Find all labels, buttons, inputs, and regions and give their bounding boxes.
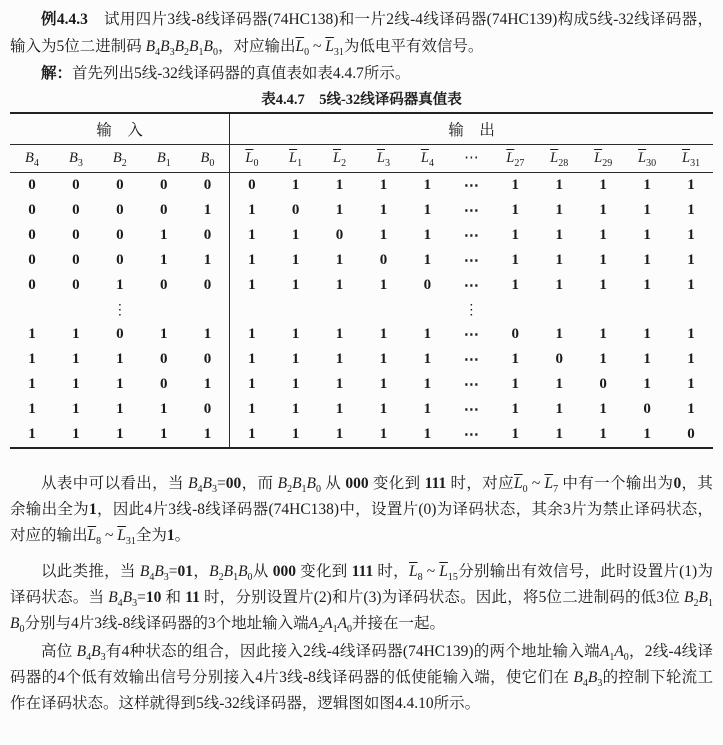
- output-bit-cell: 1: [511, 177, 520, 193]
- output-bit-cell: 1: [599, 401, 607, 417]
- output-bit-cell: 1: [555, 202, 563, 218]
- input-bit-cell: 0: [160, 277, 168, 293]
- output-column-header: ⋯: [449, 145, 493, 173]
- output-bit-cell: 1: [248, 252, 256, 268]
- output-bit-cell: [581, 298, 625, 322]
- output-bit-cell: 1: [511, 252, 520, 268]
- output-bit-cell: ⋯: [463, 377, 479, 393]
- output-bit-cell: 1: [511, 351, 520, 367]
- output-column-header: $\overline{L}_4$: [405, 145, 449, 173]
- input-bit-cell: 0: [186, 397, 230, 422]
- output-column-header: $\overline{L}_{31}$: [669, 145, 713, 173]
- output-bit-cell: 1: [291, 227, 300, 243]
- analysis-paragraph-1: 从表中可以看出，当 $B_4B_3=00$，而 $B_2B_1B_0$ 从 000 变化到 111 时，对应$\overline{L}_0$ ~ $\overline{L}_7$ 中有一个输出为0，其余输出全为1，因此4片3线-8线译码器(74HC138)中，设置片(0)为译码状态，其余3片为禁止译码状态，对应的输出$\overline{L}_8$ ~ $\overline{L}_{31}$全为1。: [10, 475, 713, 548]
- output-bit-cell: 1: [511, 202, 520, 218]
- output-bit-cell: 1: [379, 401, 388, 417]
- output-bit-cell: 1: [248, 277, 256, 293]
- output-bit-cell: 1: [423, 202, 432, 218]
- output-bit-cell: 1: [643, 326, 651, 342]
- output-bit-cell: 1: [511, 227, 520, 243]
- output-column-header: $\overline{L}_{27}$: [493, 145, 537, 173]
- output-bit-cell: 1: [291, 252, 300, 268]
- output-bit-cell: 1: [423, 351, 432, 367]
- table-row: [10, 248, 713, 273]
- input-bit-cell: 1: [116, 426, 124, 442]
- output-bit-cell: 1: [335, 426, 344, 442]
- output-bit-cell: 0: [555, 351, 563, 367]
- output-column-header: $\overline{L}_0$: [230, 145, 274, 173]
- input-bit-cell: 0: [72, 277, 80, 293]
- output-bit-cell: 1: [511, 277, 520, 293]
- output-column-header: $\overline{L}_{30}$: [625, 145, 669, 173]
- input-bit-cell: 0: [186, 223, 230, 248]
- input-bit-cell: 0: [116, 177, 124, 193]
- output-bit-cell: 1: [555, 252, 563, 268]
- output-bit-cell: 1: [335, 202, 344, 218]
- output-bit-cell: ⋯: [463, 253, 479, 269]
- input-group-header: 输 入: [10, 113, 230, 145]
- output-bit-cell: 1: [599, 252, 607, 268]
- table-row: [10, 173, 713, 199]
- output-bit-cell: [405, 298, 449, 322]
- example-statement: 例4.4.3 试用四片3线-8线译码器(74HC138)和一片2线-4线译码器(74HC139)构成5线-32线译码器，输入为5位二进制码 $B_4B_3B_2B_1B_0$，对应输出$\overline{L}_0$ ~ $\overline{L}_{31}$为低电平有效信号。: [10, 11, 713, 59]
- output-column-header: $\overline{L}_{29}$: [581, 145, 625, 173]
- output-bit-cell: ⋯: [463, 327, 479, 343]
- output-bit-cell: 1: [248, 227, 256, 243]
- table-row: [10, 372, 713, 397]
- output-bit-cell: [493, 298, 537, 322]
- input-bit-cell: 1: [186, 372, 230, 397]
- input-bit-cell: 0: [28, 177, 36, 193]
- output-bit-cell: 1: [423, 326, 432, 342]
- output-bit-cell: 1: [599, 227, 607, 243]
- input-bit-cell: 1: [28, 401, 36, 417]
- output-bit-cell: 1: [248, 426, 256, 442]
- output-bit-cell: ⋯: [463, 402, 479, 418]
- output-bit-cell: 1: [423, 426, 432, 442]
- output-bit-cell: 1: [599, 177, 607, 193]
- output-bit-cell: 1: [687, 351, 695, 367]
- output-bit-cell: 0: [511, 326, 520, 342]
- output-bit-cell: 1: [291, 376, 300, 392]
- output-column-header: $\overline{L}_1$: [274, 145, 318, 173]
- output-column-header: $\overline{L}_3$: [362, 145, 406, 173]
- output-bit-cell: 1: [643, 177, 651, 193]
- analysis-paragraph-2: 以此类推，当 $B_4B_3=01$，$B_2B_1B_0$从 000 变化到 111 时，$\overline{L}_8$ ~ $\overline{L}_{15}$分别输出有效信号，此时设置片(1)为译码状态。当 $B_4B_3=10$ 和 11 时，分别设置片(2)和片(3)为译码状态。因此，将5位二进制码的低3位 $B_2B_1B_0$分别与4片3线-8线译码器的3个地址输入端$A_2A_1A_0$并接在一起。: [10, 563, 713, 636]
- output-bit-cell: ⋮: [464, 302, 479, 318]
- output-bit-cell: 1: [291, 177, 300, 193]
- output-bit-cell: 1: [687, 376, 695, 392]
- output-bit-cell: 1: [687, 252, 695, 268]
- input-bit-cell: 0: [186, 347, 230, 372]
- table-caption: 表4.4.7 5线-32线译码器真值表: [261, 92, 462, 108]
- output-bit-cell: 1: [335, 351, 344, 367]
- output-bit-cell: 0: [379, 252, 388, 268]
- input-bit-cell: 1: [186, 422, 230, 448]
- input-bit-cell: 1: [72, 401, 80, 417]
- output-bit-cell: [362, 298, 406, 322]
- output-bit-cell: 1: [335, 277, 344, 293]
- output-bit-cell: 1: [599, 277, 607, 293]
- input-bit-cell: 1: [28, 326, 36, 342]
- table-row: [10, 397, 713, 422]
- output-bit-cell: 1: [511, 401, 520, 417]
- table-row: [10, 198, 713, 223]
- input-column-header: $B_2$: [98, 145, 142, 173]
- input-bit-cell: 1: [28, 351, 36, 367]
- output-bit-cell: 1: [423, 401, 432, 417]
- output-bit-cell: 1: [335, 401, 344, 417]
- truth-table-body: [10, 173, 713, 449]
- output-bit-cell: 1: [335, 376, 344, 392]
- output-bit-cell: 1: [335, 252, 344, 268]
- output-bit-cell: 1: [248, 401, 256, 417]
- input-bit-cell: 1: [160, 401, 168, 417]
- output-column-header: $\overline{L}_2$: [318, 145, 362, 173]
- output-bit-cell: 1: [248, 351, 256, 367]
- output-bit-cell: 1: [379, 426, 388, 442]
- table-row: [10, 273, 713, 298]
- solution-lead: 解：首先列出5线-32线译码器的真值表如表4.4.7所示。: [41, 65, 411, 82]
- input-column-header: $B_4$: [10, 145, 54, 173]
- output-bit-cell: 1: [643, 351, 651, 367]
- output-bit-cell: 1: [687, 177, 695, 193]
- input-bit-cell: 0: [28, 277, 36, 293]
- output-bit-cell: 1: [291, 426, 300, 442]
- output-bit-cell: 1: [687, 326, 695, 342]
- input-column-header: $B_0$: [186, 145, 230, 173]
- input-bit-cell: 1: [72, 426, 80, 442]
- output-bit-cell: 1: [379, 202, 388, 218]
- output-bit-cell: 1: [335, 177, 344, 193]
- output-bit-cell: 1: [511, 426, 520, 442]
- input-bit-cell: 0: [116, 202, 124, 218]
- input-bit-cell: 1: [186, 198, 230, 223]
- output-bit-cell: [537, 298, 581, 322]
- output-bit-cell: 0: [291, 202, 300, 218]
- output-bit-cell: 1: [687, 202, 695, 218]
- output-bit-cell: 1: [291, 326, 300, 342]
- output-bit-cell: ⋯: [463, 278, 479, 294]
- input-bit-cell: 0: [160, 202, 168, 218]
- output-bit-cell: 1: [555, 376, 563, 392]
- output-bit-cell: 1: [423, 177, 432, 193]
- table-row: [10, 347, 713, 372]
- output-bit-cell: 1: [423, 227, 432, 243]
- input-bit-cell: 1: [160, 252, 168, 268]
- output-bit-cell: 1: [555, 426, 563, 442]
- output-bit-cell: 1: [643, 426, 651, 442]
- input-bit-cell: [10, 298, 54, 322]
- output-bit-cell: [318, 298, 362, 322]
- output-bit-cell: 0: [248, 177, 256, 193]
- input-bit-cell: 1: [116, 277, 124, 293]
- input-bit-cell: 1: [72, 351, 80, 367]
- output-bit-cell: 0: [599, 376, 607, 392]
- output-bit-cell: 1: [643, 227, 651, 243]
- input-bit-cell: 0: [160, 177, 168, 193]
- output-bit-cell: 1: [423, 252, 432, 268]
- input-bit-cell: 1: [28, 426, 36, 442]
- output-bit-cell: 1: [379, 227, 388, 243]
- output-bit-cell: [274, 298, 318, 322]
- input-bit-cell: 1: [116, 401, 124, 417]
- input-bit-cell: 1: [72, 326, 80, 342]
- input-bit-cell: 0: [160, 351, 168, 367]
- output-column-header: $\overline{L}_{28}$: [537, 145, 581, 173]
- output-bit-cell: 1: [379, 277, 388, 293]
- input-bit-cell: 0: [72, 227, 80, 243]
- analysis-paragraph-3: 高位 $B_4B_3$有4种状态的组合，因此接入2线-4线译码器(74HC139)的两个地址输入端$A_1A_0$，2线-4线译码器的4个低有效输出信号分别接入4片3线-8线译码器的低使能输入端，使它们在 $B_4B_3$的控制下轮流工作在译码状态。这样就得到5线-32线译码器，逻辑图如图4.4.10所示。: [10, 643, 713, 712]
- output-bit-cell: 1: [379, 376, 388, 392]
- output-bit-cell: 1: [687, 277, 695, 293]
- input-bit-cell: 0: [28, 202, 36, 218]
- output-bit-cell: 1: [335, 326, 344, 342]
- input-column-header: $B_3$: [54, 145, 98, 173]
- output-bit-cell: [625, 298, 669, 322]
- input-column-header: $B_1$: [142, 145, 186, 173]
- output-bit-cell: ⋯: [463, 203, 479, 219]
- output-bit-cell: 0: [643, 401, 651, 417]
- input-bit-cell: 0: [28, 227, 36, 243]
- output-bit-cell: 1: [687, 401, 695, 417]
- input-bit-cell: 1: [116, 376, 124, 392]
- input-bit-cell: 0: [116, 326, 124, 342]
- output-bit-cell: 1: [599, 426, 607, 442]
- output-bit-cell: 0: [687, 426, 695, 442]
- input-bit-cell: 0: [160, 376, 168, 392]
- input-bit-cell: 0: [116, 252, 124, 268]
- table-column-header-row: [10, 145, 713, 173]
- input-bit-cell: 0: [28, 252, 36, 268]
- input-bit-cell: 0: [186, 273, 230, 298]
- output-bit-cell: 1: [643, 376, 651, 392]
- output-bit-cell: 1: [555, 326, 563, 342]
- input-bit-cell: 1: [186, 248, 230, 273]
- table-ellipsis-row: [10, 298, 713, 322]
- output-bit-cell: 1: [643, 277, 651, 293]
- input-bit-cell: 1: [160, 426, 168, 442]
- input-bit-cell: 1: [28, 376, 36, 392]
- input-bit-cell: 1: [186, 322, 230, 347]
- output-bit-cell: ⋯: [463, 228, 479, 244]
- output-bit-cell: 1: [291, 351, 300, 367]
- output-bit-cell: 1: [379, 326, 388, 342]
- output-bit-cell: 1: [379, 351, 388, 367]
- truth-table: [10, 112, 713, 449]
- output-bit-cell: ⋯: [463, 427, 479, 443]
- input-bit-cell: 0: [72, 202, 80, 218]
- input-bit-cell: 0: [72, 177, 80, 193]
- output-bit-cell: 1: [687, 227, 695, 243]
- output-bit-cell: 1: [291, 401, 300, 417]
- table-group-header-row: [10, 113, 713, 145]
- output-bit-cell: ⋯: [463, 352, 479, 368]
- output-bit-cell: 0: [335, 227, 344, 243]
- output-bit-cell: 1: [423, 376, 432, 392]
- input-bit-cell: 1: [72, 376, 80, 392]
- input-bit-cell: 1: [160, 227, 168, 243]
- output-bit-cell: 1: [555, 177, 563, 193]
- table-row: [10, 422, 713, 448]
- output-bit-cell: 1: [555, 401, 563, 417]
- output-bit-cell: 0: [423, 277, 432, 293]
- input-bit-cell: 1: [160, 326, 168, 342]
- input-bit-cell: 0: [186, 173, 230, 199]
- input-bit-cell: 0: [72, 252, 80, 268]
- table-row: [10, 223, 713, 248]
- input-bit-cell: [186, 298, 230, 322]
- output-bit-cell: 1: [379, 177, 388, 193]
- output-bit-cell: 1: [599, 202, 607, 218]
- table-row: [10, 322, 713, 347]
- input-bit-cell: 0: [116, 227, 124, 243]
- input-bit-cell: [142, 298, 186, 322]
- output-bit-cell: 1: [291, 277, 300, 293]
- output-bit-cell: 1: [248, 326, 256, 342]
- output-bit-cell: [669, 298, 713, 322]
- output-group-header: 输 出: [230, 113, 713, 145]
- output-bit-cell: [230, 298, 274, 322]
- output-bit-cell: 1: [599, 351, 607, 367]
- input-bit-cell: ⋮: [112, 302, 127, 318]
- output-bit-cell: 1: [555, 227, 563, 243]
- output-bit-cell: 1: [248, 376, 256, 392]
- input-bit-cell: 1: [116, 351, 124, 367]
- output-bit-cell: 1: [555, 277, 563, 293]
- output-bit-cell: 1: [643, 202, 651, 218]
- output-bit-cell: 1: [599, 326, 607, 342]
- output-bit-cell: 1: [643, 252, 651, 268]
- input-bit-cell: [54, 298, 98, 322]
- output-bit-cell: 1: [248, 202, 256, 218]
- output-bit-cell: 1: [511, 376, 520, 392]
- output-bit-cell: ⋯: [463, 178, 479, 194]
